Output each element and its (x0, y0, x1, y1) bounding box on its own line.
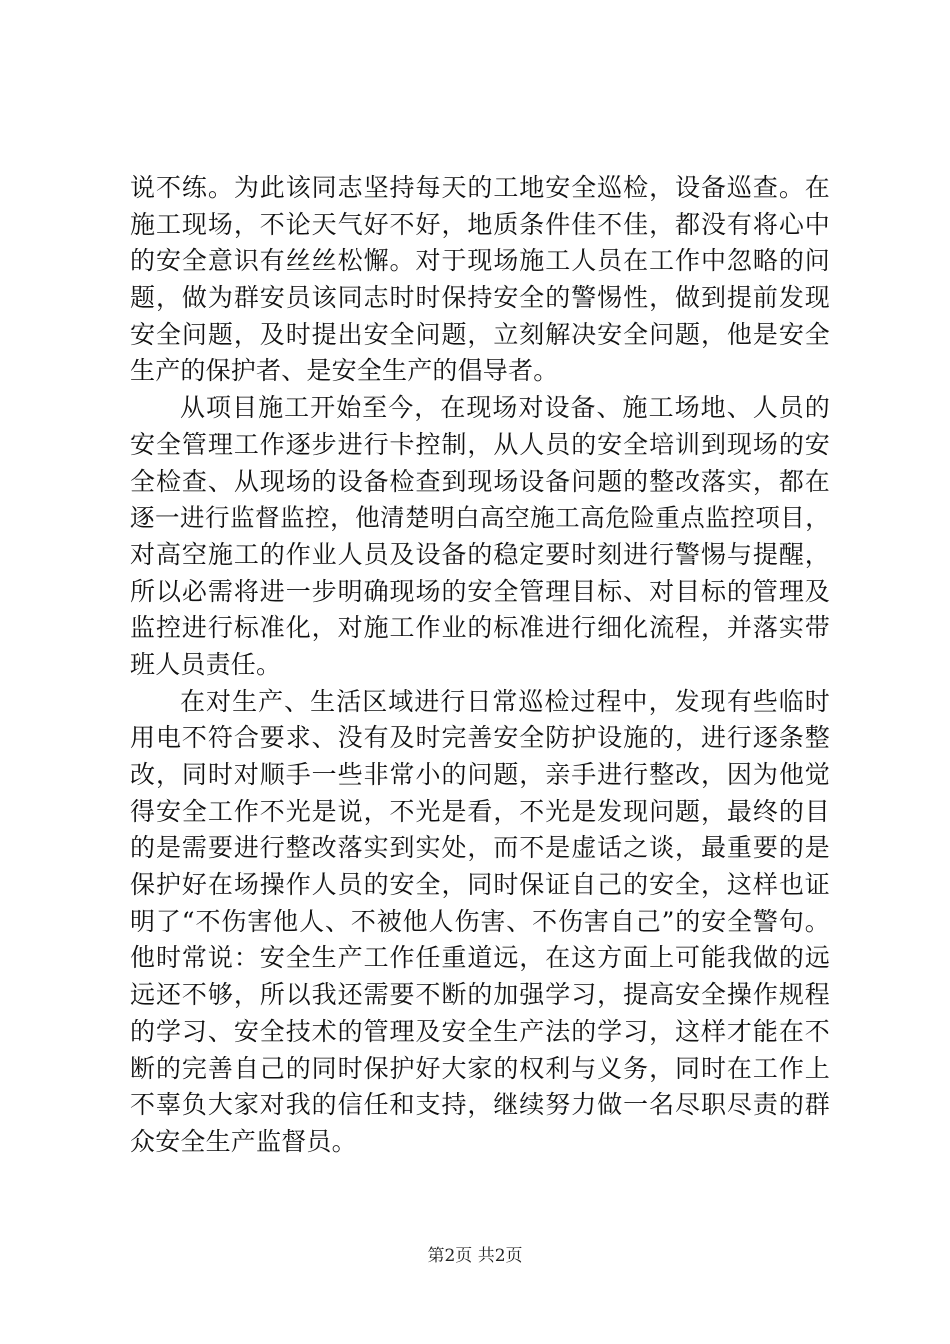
text-line: 全检查、从现场的设备检查到现场设备问题的整改落实，都在 (130, 466, 830, 496)
text-line: 断的完善自己的同时保护好大家的权利与义务，同时在工作上 (130, 1053, 830, 1083)
text-line: 不辜负大家对我的信任和支持，继续努力做一名尽职尽责的群 (130, 1090, 830, 1120)
text-line: 得安全工作不光是说，不光是看，不光是发现问题，最终的目 (130, 796, 830, 826)
text-line: 生产的保护者、是安全生产的倡导者。 (130, 356, 559, 386)
text-line: 施工现场，不论天气好不好，地质条件佳不佳，都没有将心中 (130, 209, 830, 239)
text-line: 说不练。为此该同志坚持每天的工地安全巡检，设备巡查。在 (130, 173, 830, 202)
text-line: 用电不符合要求、没有及时完善安全防护设施的，进行逐条整 (130, 723, 830, 753)
text-line: 的安全意识有丝丝松懈。对于现场施工人员在工作中忽略的问 (130, 246, 830, 276)
text-line: 安全问题，及时提出安全问题，立刻解决安全问题，他是安全 (130, 319, 830, 349)
text-line: 明了“不伤害他人、不被他人伤害、不伤害自己”的安全警句。 (130, 906, 830, 936)
text-line: 的是需要进行整改落实到实处，而不是虚话之谈，最重要的是 (130, 833, 830, 863)
text-line: 对高空施工的作业人员及设备的稳定要时刻进行警惕与提醒， (130, 539, 830, 569)
text-line: 逐一进行监督监控，他清楚明白高空施工高危险重点监控项目， (130, 503, 830, 533)
text-line: 班人员责任。 (130, 649, 282, 679)
text-line: 改，同时对顺手一些非常小的问题，亲手进行整改，因为他觉 (130, 760, 830, 789)
text-line: 他时常说：安全生产工作任重道远，在这方面上可能我做的远 (130, 943, 830, 973)
text-line: 所以必需将进一步明确现场的安全管理目标、对目标的管理及 (130, 576, 830, 606)
text-line: 众安全生产监督员。 (130, 1126, 357, 1156)
text-line: 在对生产、生活区域进行日常巡检过程中，发现有些临时 (180, 686, 830, 716)
text-line: 监控进行标准化，对施工作业的标准进行细化流程，并落实带 (130, 613, 830, 643)
text-line: 安全管理工作逐步进行卡控制，从人员的安全培训到现场的安 (130, 429, 830, 459)
text-line: 保护好在场操作人员的安全，同时保证自己的安全，这样也证 (130, 870, 830, 900)
text-line: 题，做为群安员该同志时时保持安全的警惕性，做到提前发现 (130, 283, 830, 313)
text-line: 远还不够，所以我还需要不断的加强学习，提高安全操作规程 (130, 980, 830, 1010)
text-line: 的学习、安全技术的管理及安全生产法的学习，这样才能在不 (130, 1016, 830, 1046)
document-body (130, 170, 830, 1161)
page-footer: 第2页 共2页 (427, 1246, 523, 1266)
text-line: 从项目施工开始至今，在现场对设备、施工场地、人员的 (180, 393, 830, 423)
